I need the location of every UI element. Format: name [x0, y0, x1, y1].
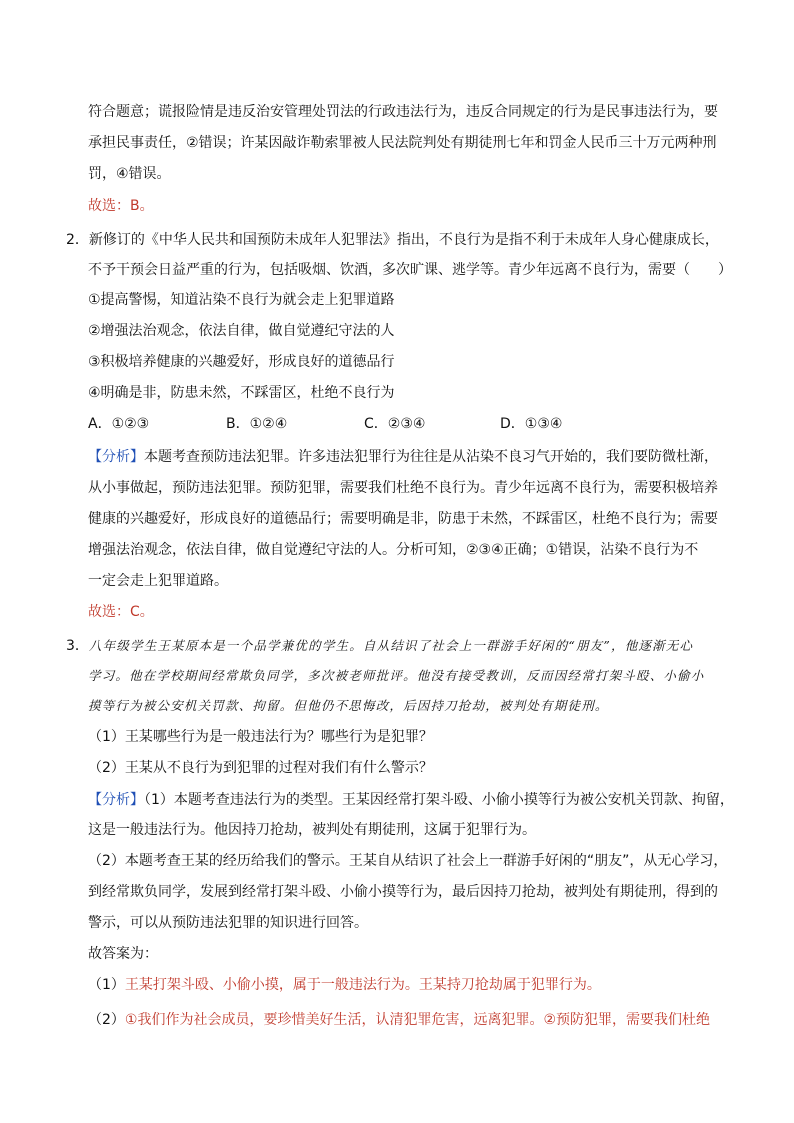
- q2-stem-line-1: 2．新修订的《中华人民共和国预防未成年人犯罪法》指出，不良行为是指不利于未成年人身心健康成长，: [66, 232, 719, 248]
- q2-analysis-line-4: 增强法治观念，依法自律，做自觉遵纪守法的人。分析可知，②③④正确；①错误，沾染不良行为不: [88, 542, 699, 558]
- q2-stem-line-2: 不予干预会日益严重的行为，包括吸烟、饮酒，多次旷课、逃学等。青少年远离不良行为，需要（ ）: [88, 262, 732, 278]
- q3-analysis-tag: 【分析】: [88, 792, 144, 808]
- q2-analysis-text-1: 本题考查预防违法犯罪。许多违法犯罪行为往往是从沾染不良习气开始的，我们要防微杜渐，: [144, 449, 718, 465]
- q2-analysis-line-2: 从小事做起，预防违法犯罪。预防犯罪，需要我们杜绝不良行为。青少年远离不良行为，需要积极培养: [88, 480, 718, 496]
- q1-line-3: 罚，④错误。: [88, 166, 171, 182]
- q2-analysis-line-5: 一定会走上犯罪道路。: [88, 573, 228, 589]
- q2-item-4: ④明确是非，防患未然，不踩雷区，杜绝不良行为: [88, 385, 395, 401]
- q3-subquestion-2: （2）王某从不良行为到犯罪的过程对我们有什么警示？: [88, 760, 433, 776]
- q3-analysis-text-1: （1）本题考查违法行为的类型。王某因经常打架斗殴、小偷小摸等行为被公安机关罚款、拘留，: [144, 792, 734, 808]
- q2-option-b: B．①②④: [226, 416, 288, 432]
- q2-answer: 故选：C。: [88, 604, 154, 620]
- q3-subquestion-1: （1）王某哪些行为是一般违法行为？哪些行为是犯罪？: [88, 729, 433, 745]
- q1-answer: 故选：B。: [88, 198, 154, 214]
- q3-answer-2-prefix: （2）: [88, 1012, 125, 1028]
- q3-analysis-line-2: 这是一般违法行为。他因持刀抢劫，被判处有期徒刑，这属于犯罪行为。: [88, 822, 536, 838]
- q3-stem-text-1: 八年级学生王某原本是一个品学兼优的学生。自从结识了社会上一群游手好闲的“朋友”，他逐渐无心: [88, 638, 694, 653]
- q2-analysis-line-1: [88, 447, 718, 467]
- q3-answer-1-text: 王某打架斗殴、小偷小摸，属于一般违法行为。王某持刀抢劫属于犯罪行为。: [124, 977, 601, 993]
- q1-line-1: 符合题意；谎报险情是违反治安管理处罚法的行政违法行为，违反合同规定的行为是民事违法行为，要: [88, 104, 718, 120]
- q3-answer-label: 故答案为：: [88, 946, 158, 962]
- q3-answer-2: [88, 1010, 710, 1030]
- q3-analysis-line-5: 警示，可以从预防违法犯罪的知识进行回答。: [88, 915, 368, 931]
- q2-analysis-tag: 【分析】: [88, 449, 144, 465]
- q2-item-2: ②增强法治观念，依法自律，做自觉遵纪守法的人: [88, 323, 395, 339]
- q3-analysis-line-3: （2）本题考查王某的经历给我们的警示。王某自从结识了社会上一群游手好闲的“朋友”，从无心学习，: [88, 853, 728, 869]
- q3-stem-line-3: 摸等行为被公安机关罚款、拘留。但他仍不思悔改，后因持刀抢劫，被判处有期徒刑。: [88, 698, 609, 713]
- q3-stem-line-2: 学习。他在学校期间经常欺负同学，多次被老师批评。他没有接受教训，反而因经常打架斗殴、小偷小: [88, 668, 705, 683]
- q3-answer-1: [88, 975, 601, 995]
- q3-stem-line-1: [66, 636, 693, 656]
- q2-option-d: D．①③④: [500, 416, 563, 432]
- q3-analysis-line-4: 到经常欺负同学，发展到经常打架斗殴、小偷小摸等行为，最后因持刀抢劫，被判处有期徒刑，得到的: [88, 884, 718, 900]
- q3-answer-2-text: ①我们作为社会成员，要珍惜美好生活，认清犯罪危害，远离犯罪。②预防犯罪，需要我们杜绝: [124, 1012, 711, 1028]
- q2-analysis-line-3: 健康的兴趣爱好，形成良好的道德品行；需要明确是非，防患于未然，不踩雷区，杜绝不良行为；需要: [88, 511, 718, 527]
- q2-option-a: A．①②③: [88, 416, 150, 432]
- q2-item-1: ①提高警惕，知道沾染不良行为就会走上犯罪道路: [88, 292, 395, 308]
- q1-line-2: 承担民事责任，②错误；许某因敲诈勒索罪被人民法院判处有期徒刑七年和罚金人民币三十万元两种刑: [88, 135, 717, 151]
- q3-analysis-line-1: [88, 790, 734, 810]
- q3-answer-1-prefix: （1）: [88, 977, 125, 993]
- q2-item-3: ③积极培养健康的兴趣爱好，形成良好的道德品行: [88, 354, 395, 370]
- q3-number: 3．: [66, 638, 89, 654]
- q2-option-c: C．②③④: [364, 416, 426, 432]
